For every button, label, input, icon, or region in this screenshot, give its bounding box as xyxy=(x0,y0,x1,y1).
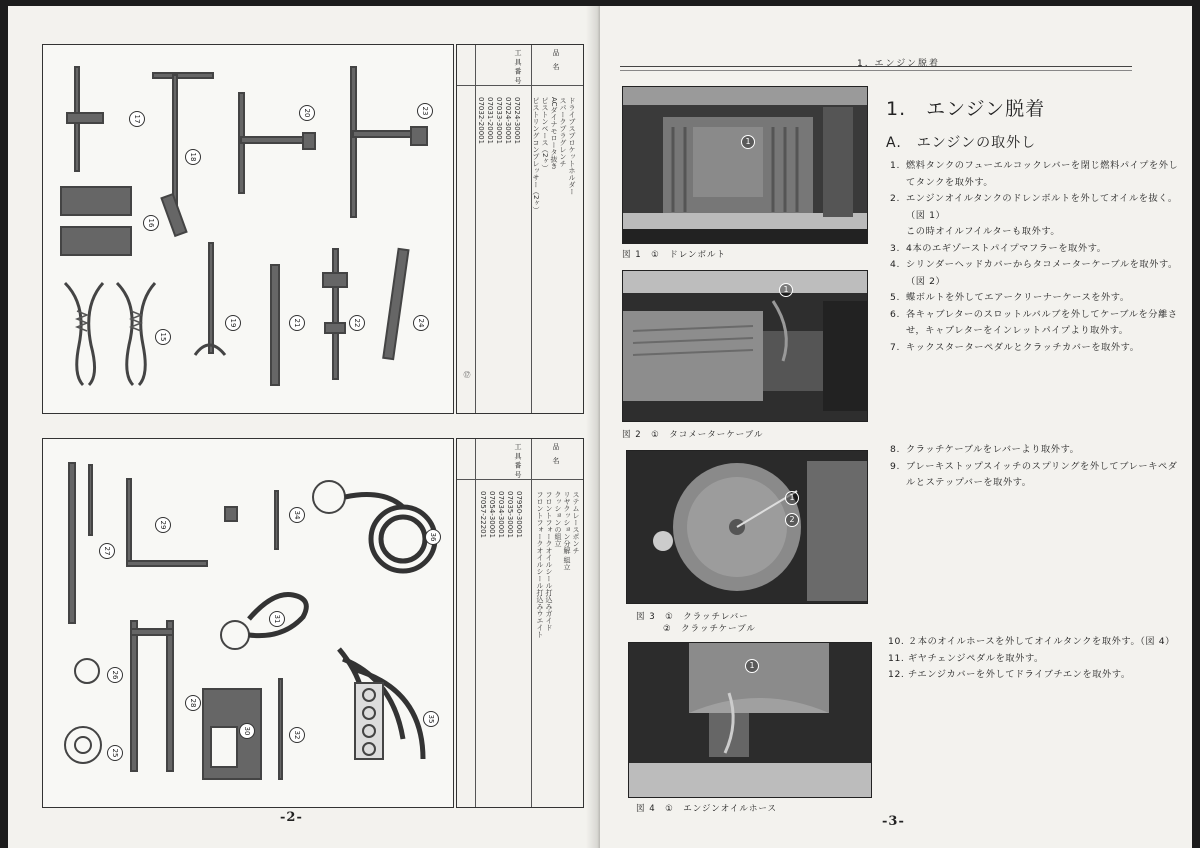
table-row: ステムレースポンチ xyxy=(572,491,580,554)
table1-header-name: 品 名 xyxy=(552,49,560,70)
tool-number-label: 17 xyxy=(129,111,145,127)
list-item: 7. キックスターターペダルとクラッチカバーを取外す。 xyxy=(890,341,1140,353)
figure-3-caption-2: ② クラッチケーブル xyxy=(663,624,756,634)
table-row: 07024-30001 スパークプラグレンチ xyxy=(504,97,567,167)
header-rule xyxy=(620,70,1132,71)
list-item: 4. シリンダーヘッドカバーからタコメーターケーブルを取外す。（図 2） xyxy=(890,259,1178,287)
tool-number-label: 26 xyxy=(107,667,123,683)
figure-4-photo xyxy=(628,642,872,798)
tool-number-label: 15 xyxy=(155,329,171,345)
table-row: フロントフォークオイルシール打込みガイド xyxy=(545,491,553,631)
table-row: 07031-20001 ピストンベース（2ヶ） xyxy=(486,97,549,172)
tool-number-label: 34 xyxy=(289,507,305,523)
table-row: リヤクッション分解 組立 xyxy=(563,491,571,571)
tools-illustration-1 xyxy=(42,44,454,414)
table-row: 07035-30001 xyxy=(506,491,514,539)
tool-number-label: 18 xyxy=(185,149,201,165)
subsection-title: A. エンジンの取外し xyxy=(886,135,1037,151)
tool-number-label: 28 xyxy=(185,695,201,711)
list-item: 11. ギヤチェンジペダルを取外す。 xyxy=(888,652,1044,664)
table1-rows xyxy=(457,89,583,413)
tools-drawing-1 xyxy=(43,45,453,413)
callout-marker: 2 xyxy=(785,513,799,527)
callout-marker: 1 xyxy=(741,135,755,149)
tool-number-label: 22 xyxy=(349,315,365,331)
tool-number-label: 21 xyxy=(289,315,305,331)
figure-1-caption: 図 1 ① ドレンボルト xyxy=(622,250,727,260)
tool-number-label: 35 xyxy=(423,711,439,727)
tool-number-label: 31 xyxy=(269,611,285,627)
list-item: この時オイルフイルターも取外す。 xyxy=(906,226,1061,237)
tool-number-label: 20 xyxy=(299,105,315,121)
tools-drawing-2 xyxy=(43,439,453,807)
tool-number-label: 23 xyxy=(417,103,433,119)
table2-rows xyxy=(457,483,583,807)
steps-list-c xyxy=(888,634,1180,684)
tool-number-label: 32 xyxy=(289,727,305,743)
figure-1-photo xyxy=(622,86,868,244)
figure-3-photo xyxy=(626,450,868,604)
tool-number-label: 30 xyxy=(239,723,255,739)
callout-marker: 1 xyxy=(779,283,793,297)
list-item: 8. クラッチケーブルをレバーより取外す。 xyxy=(890,444,1080,455)
figure-2-photo xyxy=(622,270,868,422)
list-item: 1. 燃料タンクのフューエルコックレバーを閉じ燃料パイプを外してタンクを取外す。 xyxy=(890,160,1179,188)
tool-number-label: 36 xyxy=(425,529,441,545)
list-item: 5. 蝶ボルトを外してエアークリーナーケースを外す。 xyxy=(890,292,1130,303)
table-row: ⑰ 07032-20001 ピストリングコンプレッサー（2ヶ） xyxy=(463,97,540,378)
list-item: 2. エンジンオイルタンクのドレンボルトを外してオイルを抜く。（図 1） xyxy=(890,193,1178,221)
list-item: 3. 4本のエギゾーストパイプマフラーを取外す。 xyxy=(890,242,1107,254)
left-page xyxy=(8,6,596,848)
table-row: 07950-30001 xyxy=(515,491,523,539)
tool-number-label: 27 xyxy=(99,543,115,559)
tool-number-label: 29 xyxy=(155,517,171,533)
running-head: 1. エンジン脱着 xyxy=(857,59,940,69)
figure-4-caption: 図 4 ① エンジンオイルホース xyxy=(636,804,777,814)
tool-table-1 xyxy=(456,44,584,414)
steps-list-b xyxy=(890,442,1180,492)
section-title: 1. エンジン脱着 xyxy=(886,98,1046,120)
steps-list-a xyxy=(890,158,1180,356)
list-item: 12. チエンジカバーを外してドライブチエンを取外す。 xyxy=(888,669,1131,680)
tool-number-label: 19 xyxy=(225,315,241,331)
table2-header-no: 工 具 番 号 xyxy=(514,443,522,478)
table-row: 07033-30001 ACダイナモロータ抜き xyxy=(495,97,558,170)
tool-table-2 xyxy=(456,438,584,808)
callout-marker: 1 xyxy=(785,491,799,505)
table-row: 07057-22201 xyxy=(479,491,487,539)
header-rule xyxy=(620,66,1132,67)
table2-header-name: 品 名 xyxy=(552,443,560,464)
figure-2-caption: 図 2 ① タコメーターケーブル xyxy=(622,430,764,440)
table1-header-no: 工 具 番 号 xyxy=(514,49,522,84)
callout-marker: 1 xyxy=(745,659,759,673)
tool-number-label: 16 xyxy=(143,215,159,231)
tools-illustration-2 xyxy=(42,438,454,808)
right-page xyxy=(600,6,1192,848)
figure-3-caption: 図 3 ① クラッチレバー xyxy=(636,612,749,622)
table-row: クッションの組立 xyxy=(554,491,562,547)
page-number: -2- xyxy=(280,810,303,825)
list-item: 6. 各キャブレターのスロットルバルブを外してケーブルを分離させ，キャブレターをインレットパイプより取外す。 xyxy=(890,308,1178,336)
tool-number-label: 24 xyxy=(413,315,429,331)
table-row: フロントフォークオイルシール打込みウエイト xyxy=(536,491,544,638)
page-number: -3- xyxy=(882,814,905,829)
table-row: 07054-30001 xyxy=(488,491,496,539)
list-item: 9. ブレーキストップスイッチのスプリングを外してブレーキペダルとステップバーを取外す。 xyxy=(890,460,1178,488)
table-row: 07024-30001 ドライブスプロケットホルダー xyxy=(513,97,576,195)
table-row: 07034-30001 xyxy=(497,491,505,539)
list-item: 10. ２本のオイルホースを外してオイルタンクを取外す。（図 4） xyxy=(888,636,1175,647)
tool-number-label: 25 xyxy=(107,745,123,761)
